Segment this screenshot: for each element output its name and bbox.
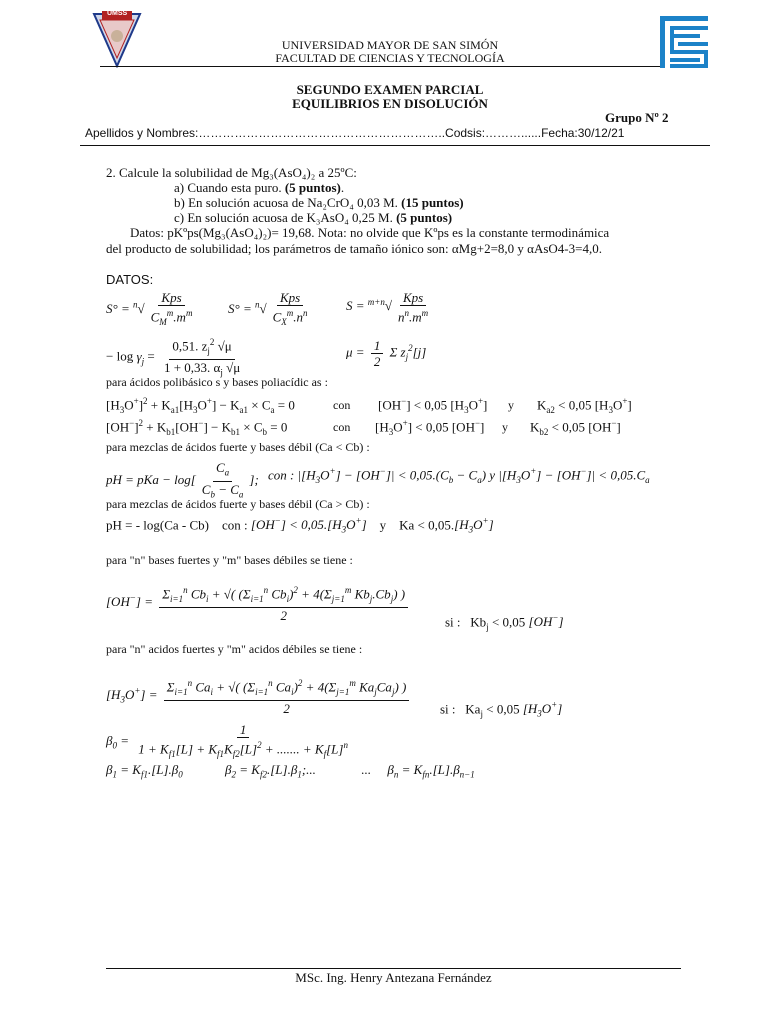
solubility-formula-general: S = $^{m+n}$√ $\frac{\text{Kps}}{n^n.m^m}$ bbox=[346, 290, 429, 325]
datos-line-2: del producto de solubilidad; los parámetros de tamaño iónico son: αMg+2=8,0 y αAsO4-3=4,0. bbox=[106, 241, 602, 256]
part-a-text: a) Cuando esta puro. bbox=[174, 180, 282, 195]
beta-zero-formula: $\beta_0$ = $\frac{1}{1 + K_{f1}[L] + K_{f1}K_{f2}[L]^2 + ....... + K_f[L]^n}$ bbox=[106, 722, 348, 759]
acids-mixture-label: para "n" acidos fuertes y "m" acidos débiles se tiene : bbox=[106, 642, 363, 656]
mixture-ca-lt-cb-label: para mezclas de ácidos fuerte y bases débil (Ca < Cb) : bbox=[106, 440, 370, 454]
polibasic-acid-condition: [OH−] < 0,05 $[H_3O^+]$ bbox=[378, 396, 488, 415]
polibasic-label: para ácidos polibásico s y bases poliacídic as : bbox=[106, 375, 328, 389]
footer-author: MSc. Ing. Henry Antezana Fernández bbox=[295, 970, 492, 985]
polibasic-base-condition: $[H_3O^+] < 0,05$ [OH−] bbox=[375, 418, 485, 437]
university-name: UNIVERSIDAD MAYOR DE SAN SIMÓN bbox=[281, 38, 499, 52]
solubility-formula-common-ion: S° = $^n$√ $\frac{\text{Kps}}{C_X^m.n^n}$ bbox=[228, 290, 308, 327]
footer-rule bbox=[106, 968, 681, 969]
polibasic-acid-con: con bbox=[333, 398, 351, 412]
question-part-b bbox=[174, 195, 464, 211]
mixture-ca-lt-cb-formula: pH = pKa − log[ $\frac{C_a}{C_b - C_a}$ ]; bbox=[106, 460, 259, 500]
datos-line-1: Datos: pKºps(Mg₃(AsO₄)₂)= 19,68. Nota: no olvide que Kºps es la constante termodinámica bbox=[130, 225, 610, 240]
part-a-points: (5 puntos) bbox=[284, 180, 341, 195]
question-part-a: a) Cuando esta puro. (5 puntos). bbox=[174, 180, 345, 195]
faculty-name: FACULTAD DE CIENCIAS Y TECNOLOGÍA bbox=[275, 51, 505, 65]
mixture-ca-gt-cb-formula: pH = - log(Ca - Cb) con : $[OH^-] < 0,05.[H_3O^+]$ y $Ka < 0,05.[H_3O^+]$ bbox=[106, 516, 494, 535]
info-rule bbox=[80, 145, 710, 146]
beta-recursive-formulas: $\beta_1 = K_{f1}.[L].\beta_0$ $\beta_2 = K_{f2}.[L].\beta_1$;... ... $\beta_n = K_{fn}.[L].\beta_{n-1}$ bbox=[106, 762, 475, 780]
university-logo bbox=[92, 10, 142, 68]
datos-heading: DATOS: bbox=[106, 272, 154, 287]
polibasic-base-equation: $[OH^-]^2 + K_{b1}[OH^-] - K_{b1} \times C_b = 0$ bbox=[106, 418, 288, 437]
bases-mixture-formula: [OH−] = $\frac{\Sigma_{i=1}^n Cb_i + √( (\Sigma_{i=1}^n Cb_i)^2 + 4(\Sigma_{j=1}^m Kb_j.Cb_j) )}{2}$ bbox=[106, 583, 411, 623]
mixture-ca-gt-cb-label: para mezclas de ácidos fuerte y bases débil (Ca > Cb) : bbox=[106, 497, 370, 511]
faculty-logo bbox=[660, 16, 708, 68]
part-c-points: (5 puntos) bbox=[396, 210, 453, 225]
polibasic-base-kb2-condition: $K_{b2} < 0,05$ [OH−] bbox=[530, 418, 621, 437]
solubility-formula-pure: S° = $^n$√ $\frac{\text{Kps}}{C_M^m.m^m}$ bbox=[106, 290, 193, 327]
bases-mixture-label: para "n" bases fuertes y "m" bases débiles se tiene : bbox=[106, 553, 353, 567]
bases-si: si : bbox=[445, 614, 461, 630]
student-info-line: Apellidos y Nombres:……………………………………………………..Codsis:………......Fecha:30/12/21 bbox=[85, 126, 625, 140]
acids-mixture-formula: $[H_3O^+]$ = $\frac{\Sigma_{i=1}^n Ca_i + √( (\Sigma_{i=1}^n Ca_i)^2 + 4(\Sigma_{j=1}^m Ka_jCa_j) )}{2}$ bbox=[106, 676, 412, 716]
polibasic-base-y: y bbox=[502, 420, 508, 434]
bases-mixture-condition: si : $Kb_j < 0,05$ [OH−] bbox=[445, 613, 564, 632]
part-c-text: c) En solución acuosa de K₃AsO₄ 0,25 M. bbox=[174, 210, 393, 225]
part-b-text: b) En solución acuosa de Na₂CrO₄ 0,03 M. bbox=[174, 195, 398, 210]
question-part-c bbox=[174, 210, 452, 226]
polibasic-acid-ka2-condition: $K_{a2} < 0,05$ $[H_3O^+]$ bbox=[537, 396, 632, 415]
debye-huckel-formula: − $\log \gamma_j$ = $\frac{0,51. z_j^2 √\mu}{1 + 0,33. \alpha_j √\mu}$ bbox=[106, 337, 241, 378]
acids-si: si : bbox=[440, 701, 456, 717]
logo-text: UMSS bbox=[107, 10, 128, 17]
header-rule bbox=[100, 66, 660, 67]
group-number: Grupo Nº 2 bbox=[605, 110, 669, 125]
exam-title: SEGUNDO EXAMEN PARCIAL bbox=[296, 82, 484, 97]
question-statement: 2. Calcule la solubilidad de Mg₃(AsO₄)₂ a 25ºC: bbox=[106, 165, 357, 180]
polibasic-base-con: con bbox=[333, 420, 351, 434]
part-b-points: (15 puntos) bbox=[401, 195, 464, 210]
mixture-ca-lt-cb-condition: con : $|[H_3O^+] - [OH^-]| < 0,05.(C_b - C_a)$ y $|[H_3O^+] - [OH^-]| < 0,05.C_a$ bbox=[268, 466, 650, 485]
polibasic-acid-y: y bbox=[508, 398, 514, 412]
ionic-strength-formula: μ = $\frac{1}{2}$ Σ $z_j^2[j]$ bbox=[346, 338, 427, 369]
acids-mixture-condition: si : $Ka_j < 0,05$ $[H_3O^+]$ bbox=[440, 700, 563, 719]
polibasic-acid-equation: $[H_3O^+]^2 + K_{a1}[H_3O^+] - K_{a1} \times C_a = 0$ bbox=[106, 396, 295, 415]
exam-subtitle: EQUILIBRIOS EN DISOLUCIÓN bbox=[292, 96, 488, 111]
